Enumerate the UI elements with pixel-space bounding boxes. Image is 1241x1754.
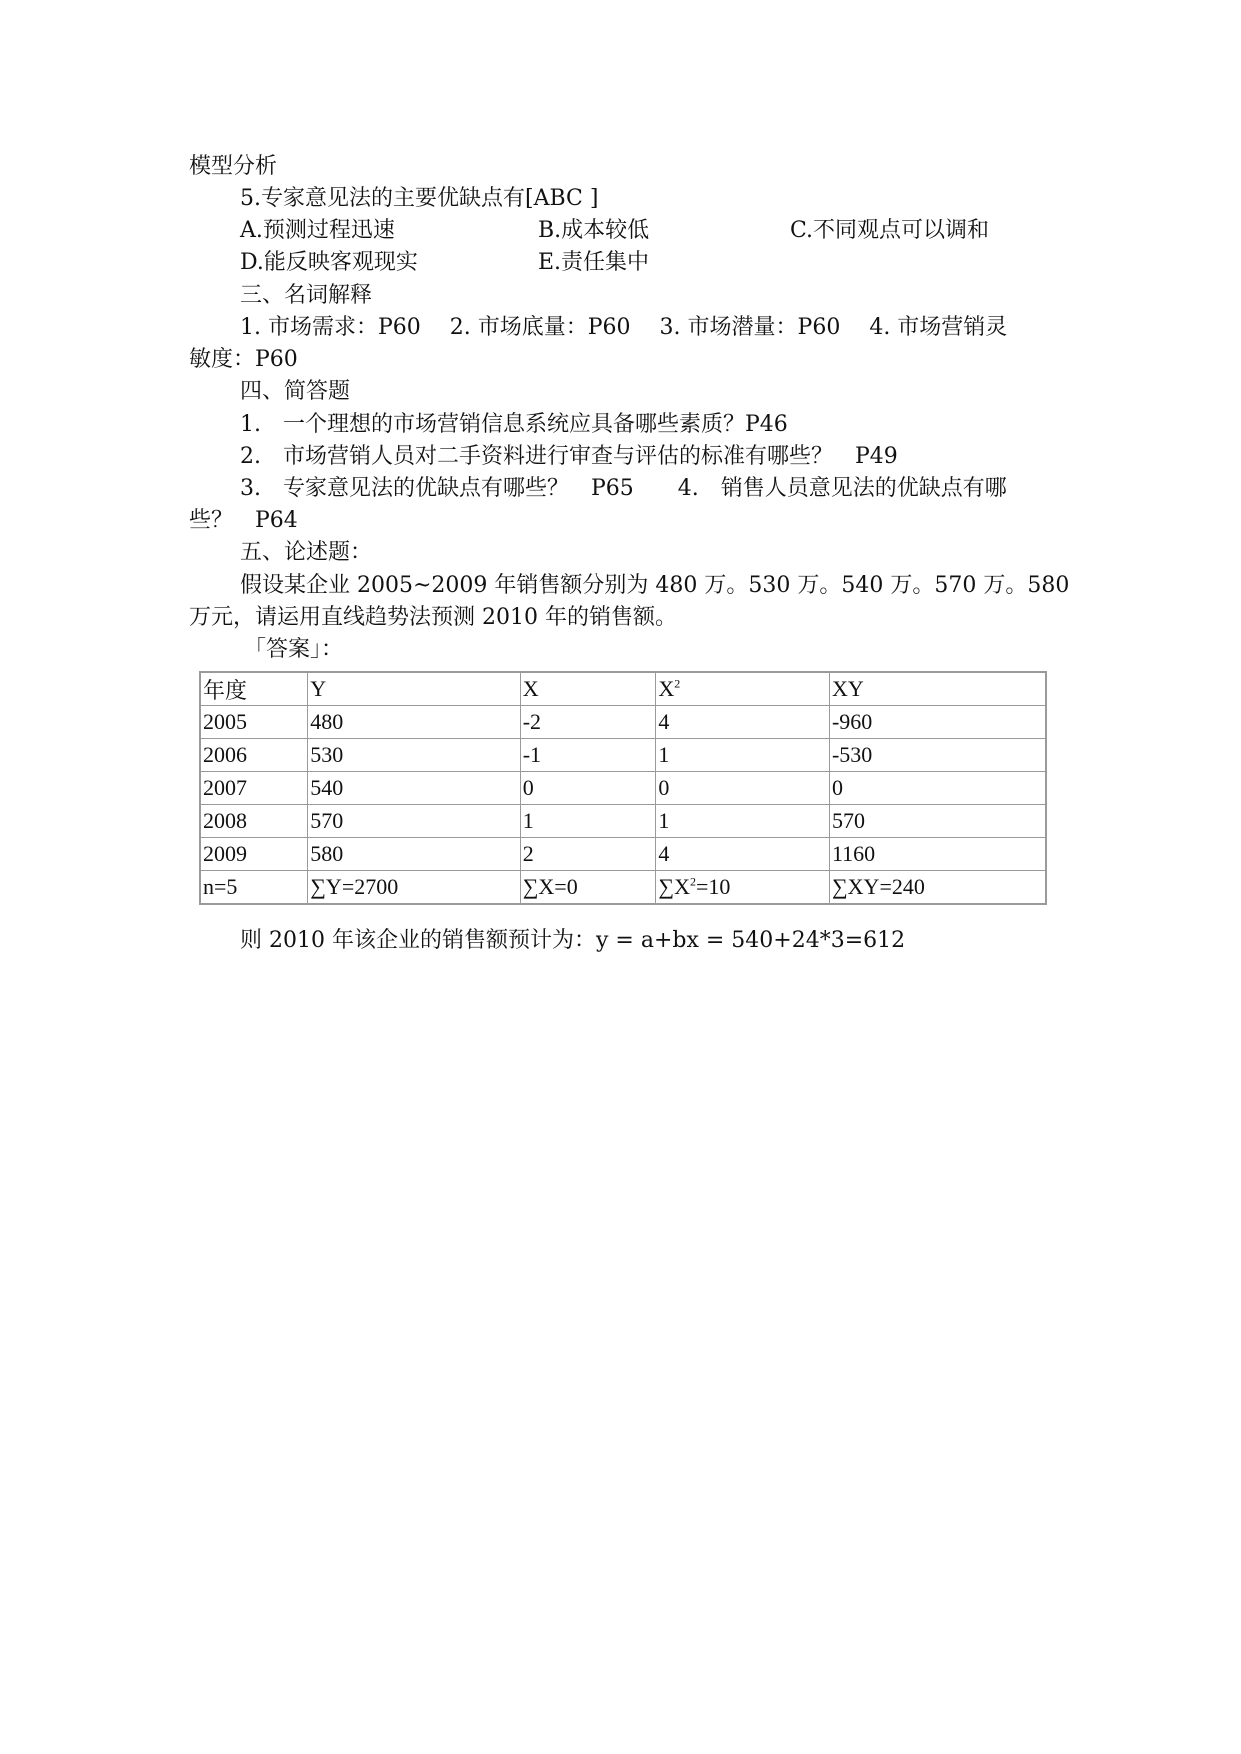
- option-c: C.不同观点可以调和: [790, 218, 990, 243]
- terms-line-1: 1. 市场需求：P60 2. 市场底量：P60 3. 市场潜量：P60 4. 市场营销灵: [240, 315, 1008, 340]
- total-sum-x: ∑X=0: [520, 871, 656, 905]
- table-row: [200, 838, 1046, 871]
- cell-year: 2008: [200, 805, 308, 838]
- header-x-squared-base: X: [658, 676, 675, 701]
- cell-year: 2005: [200, 706, 308, 739]
- table-header-row: [200, 672, 1046, 706]
- essay-line-1: 假设某企业 2005~2009 年销售额分别为 480 万。530 万。540 万。570 万。580: [240, 573, 1070, 598]
- answer-table: [199, 671, 1047, 905]
- header-xy: XY: [829, 672, 1046, 706]
- cell-x: 2: [520, 838, 656, 871]
- cell-year: 2006: [200, 739, 308, 772]
- table-row: [200, 706, 1046, 739]
- cell-y: 580: [308, 838, 520, 871]
- cell-x2: 0: [656, 772, 830, 805]
- short-answer-3: 3. 专家意见法的优缺点有哪些？ P65 4. 销售人员意见法的优缺点有哪: [240, 476, 1007, 501]
- conclusion-line: 则 2010 年该企业的销售额预计为：y = a+bx = 540+24*3=612: [240, 928, 906, 953]
- option-b: B.成本较低: [538, 218, 650, 243]
- cell-x2: 4: [656, 838, 830, 871]
- cell-x: -1: [520, 739, 656, 772]
- terms-line-2: 敏度：P60: [189, 347, 298, 372]
- total-sum-x2-value: =10: [695, 874, 731, 899]
- cell-x: -2: [520, 706, 656, 739]
- question-5: 5.专家意见法的主要优缺点有[ABC ]: [240, 186, 599, 211]
- short-answer-3-cont: 些？ P64: [189, 508, 298, 533]
- essay-line-2: 万元，请运用直线趋势法预测 2010 年的销售额。: [189, 605, 677, 630]
- cell-xy: 0: [829, 772, 1046, 805]
- text-model-analysis: 模型分析: [189, 154, 278, 179]
- cell-year: 2007: [200, 772, 308, 805]
- cell-xy: -530: [829, 739, 1046, 772]
- cell-x: 0: [520, 772, 656, 805]
- option-e: E.责任集中: [538, 250, 650, 275]
- header-x-squared-exp: 2: [674, 676, 681, 691]
- cell-x2: 1: [656, 805, 830, 838]
- short-answer-2: 2. 市场营销人员对二手资料进行审查与评估的标准有哪些？ P49: [240, 444, 898, 469]
- cell-x2: 4: [656, 706, 830, 739]
- table-row: [200, 805, 1046, 838]
- short-answer-1: 1. 一个理想的市场营销信息系统应具备哪些素质？P46: [240, 412, 788, 437]
- option-a: A.预测过程迅速: [240, 218, 395, 243]
- total-sum-x2-base: ∑X: [658, 874, 690, 899]
- table-row: [200, 772, 1046, 805]
- section-3-heading: 三、名词解释: [240, 283, 373, 308]
- total-sum-x-squared: [656, 871, 830, 905]
- table-totals-row: [200, 871, 1046, 905]
- cell-y: 540: [308, 772, 520, 805]
- table-row: [200, 739, 1046, 772]
- total-sum-x2-exp: 2: [689, 874, 696, 889]
- total-sum-xy: ∑XY=240: [829, 871, 1046, 905]
- header-y: Y: [308, 672, 520, 706]
- cell-y: 570: [308, 805, 520, 838]
- section-5-heading: 五、论述题：: [240, 540, 373, 565]
- header-x-squared: [656, 672, 830, 706]
- option-d: D.能反映客观现实: [240, 250, 418, 275]
- header-year: 年度: [200, 672, 308, 706]
- cell-x2: 1: [656, 739, 830, 772]
- total-n: n=5: [200, 871, 308, 905]
- header-x: X: [520, 672, 656, 706]
- section-4-heading: 四、简答题: [240, 379, 351, 404]
- cell-xy: -960: [829, 706, 1046, 739]
- cell-year: 2009: [200, 838, 308, 871]
- cell-y: 530: [308, 739, 520, 772]
- answer-label: 「答案」：: [244, 637, 344, 662]
- cell-xy: 1160: [829, 838, 1046, 871]
- cell-x: 1: [520, 805, 656, 838]
- total-sum-y: ∑Y=2700: [308, 871, 520, 905]
- cell-y: 480: [308, 706, 520, 739]
- cell-xy: 570: [829, 805, 1046, 838]
